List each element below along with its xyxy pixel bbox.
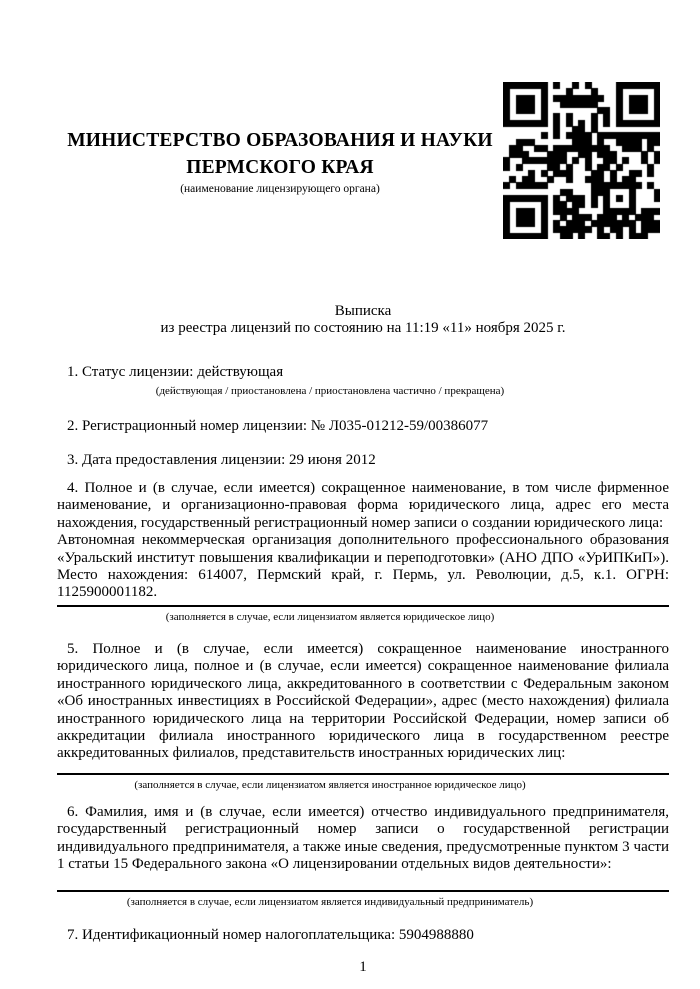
item-5-caption: (заполняется в случае, если лицензиатом является иностранное юридическое лицо) [134, 778, 526, 791]
item-4-legal-entity-label: 4. Полное и (в случае, если имеется) сокращенное наименование, в том числе фирменное наименование, и организационно-правовая форма юридического лица, адрес его места нахождения, государственный регистрационный номер записи о создании юридического лица: [57, 480, 669, 531]
item-6-field-rule [57, 890, 669, 892]
ministry-name-line2: ПЕРМСКОГО КРАЯ [186, 157, 374, 178]
title-line1: Выписка [334, 303, 392, 319]
qr-code-icon [503, 82, 660, 239]
document-header [0, 0, 700, 303]
item-4-caption: (заполняется в случае, если лицензиатом является юридическое лицо) [165, 610, 495, 623]
item-1-caption: (действующая / приостановлена / приостановлена частично / прекращена) [155, 385, 505, 398]
item-4-caption-wrap [57, 611, 603, 624]
item-4-field-rule [57, 605, 669, 607]
title-line2: из реестра лицензий по состоянию на 11:19 «11» ноября 2025 г. [160, 320, 566, 337]
ministry-caption: (наименование лицензирующего органа) [180, 183, 380, 195]
item-1-license-status: 1. Статус лицензии: действующая [67, 363, 284, 380]
item-5-caption-wrap [57, 779, 603, 792]
licensing-authority-block [57, 127, 503, 196]
item-4-legal-entity-value: Автономная некоммерческая организация дополнительного профессионального образования «Уральский институт повышения квалификации и переподготовки» (АНО ДПО «УрИПКиП»). Место нахождения: 614007, Пермский край, г. Пермь, ул. Революции, д.5, к.1. ОГРН: 1125900001182. [57, 532, 669, 601]
item-5-foreign-entity-label: 5. Полное и (в случае, если имеется) сокращенное наименование иностранного юридического лица, полное и (в случае, если имеется) сокращенное наименование филиала иностранного юридического лица, аккредитованного в соответствии с Федеральным законом «Об иностранных инвестициях в Российской Федерации», адрес (место нахождения) филиала иностранного юридического лица на территории Российской Федерации, номер записи об аккредитации филиала иностранного юридического лица в государственном реестре аккредитованных филиалов, представительств иностранных юридических лиц: [57, 640, 669, 762]
item-6-caption: (заполняется в случае, если лицензиатом является индивидуальный предприниматель) [126, 896, 534, 909]
document-title [57, 303, 669, 338]
item-2-registration-number: 2. Регистрационный номер лицензии: № Л035-01212-59/00386077 [67, 418, 489, 435]
item-3-grant-date: 3. Дата предоставления лицензии: 29 июня 2012 [67, 451, 376, 468]
item-6-entrepreneur-label: 6. Фамилия, имя и (в случае, если имеется) отчество индивидуального предпринимателя, государственный регистрационный номер записи о государственной регистрации индивидуального предпринимателя, а также иные сведения, предусмотренные пунктом 3 части 1 статьи 15 Федерального закона «О лицензировании отдельных видов деятельности»: [57, 803, 669, 872]
item-5-field-rule [57, 773, 669, 775]
ministry-name-line1: МИНИСТЕРСТВО ОБРАЗОВАНИЯ И НАУКИ [67, 130, 493, 151]
item-6-caption-wrap [57, 896, 603, 909]
page-number: 1 [359, 958, 367, 975]
item-7-taxpayer-number: 7. Идентификационный номер налогоплательщика: 5904988880 [67, 927, 474, 944]
document-body [0, 303, 700, 976]
item-1-caption-wrap [57, 385, 603, 398]
